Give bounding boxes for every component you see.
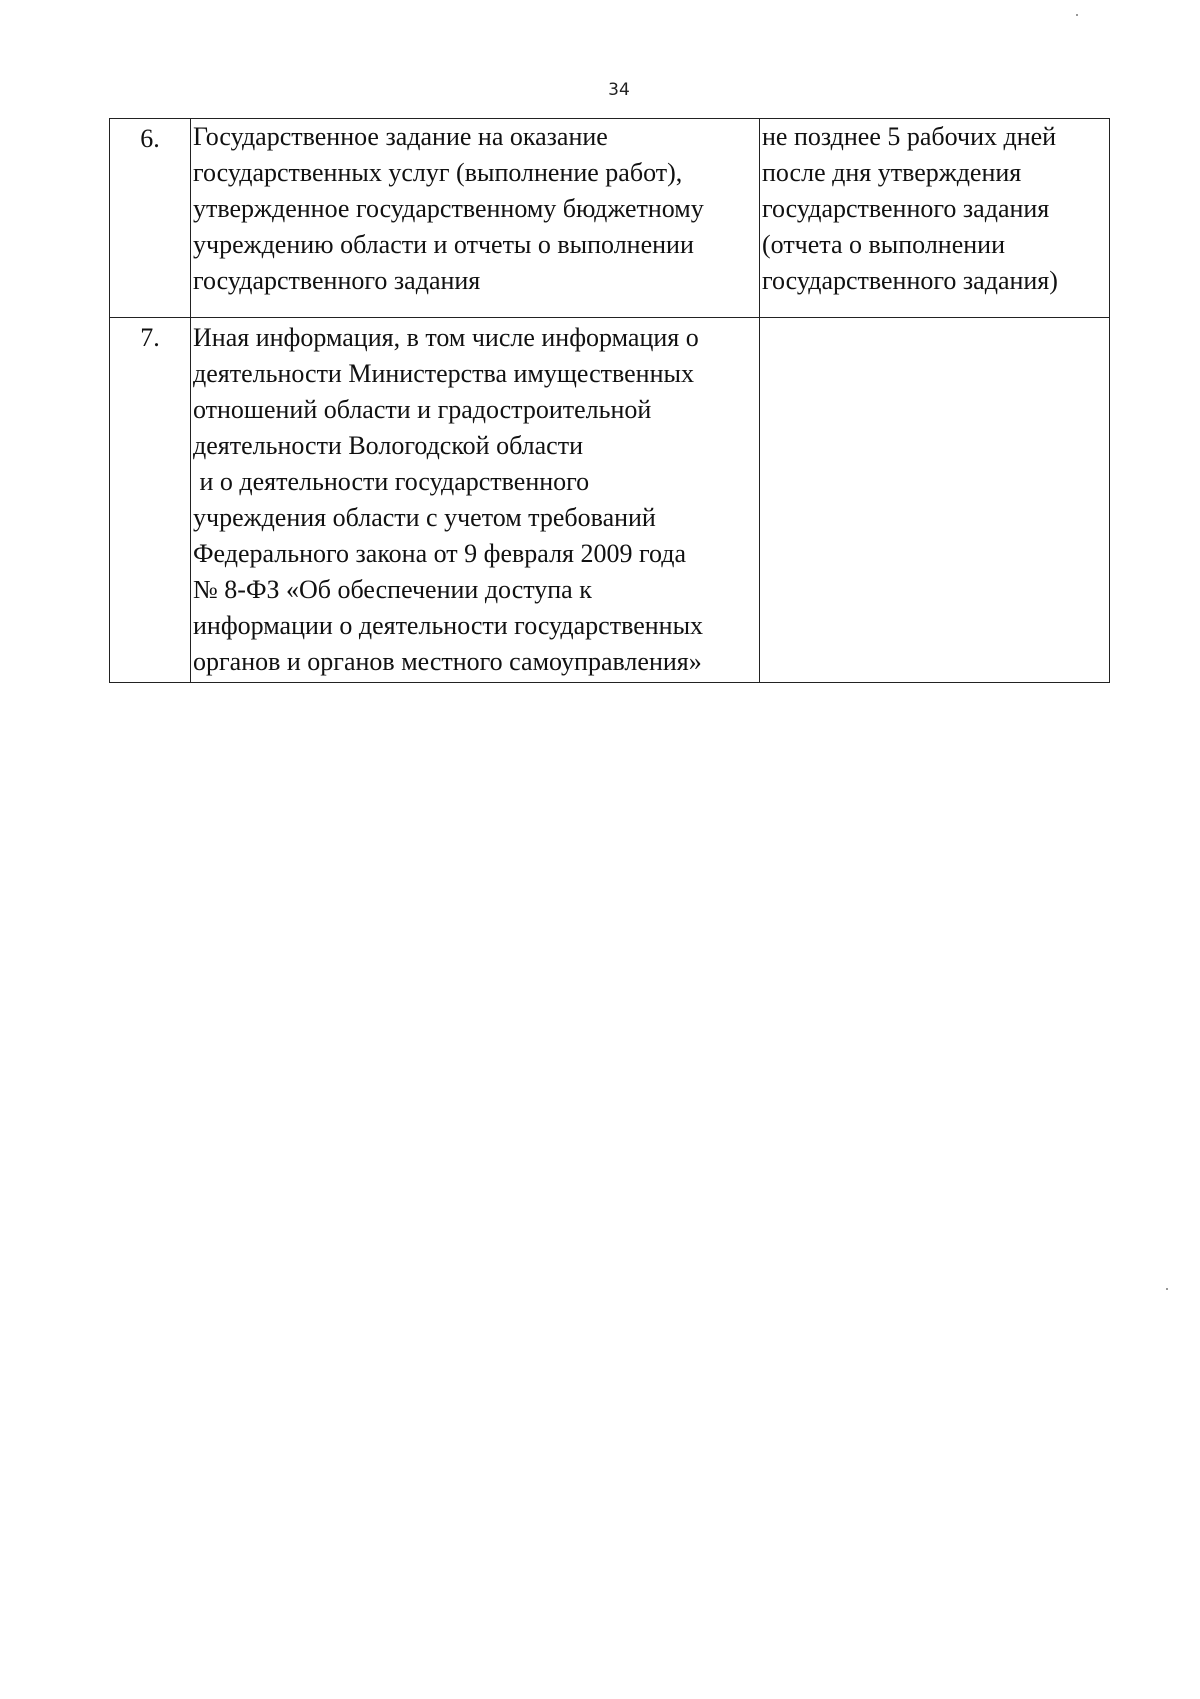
description-line: № 8-ФЗ «Об обеспечении доступа к [193, 575, 592, 604]
row-number: 7. [140, 323, 160, 352]
page-number: 34 [608, 80, 630, 100]
scan-speck [1076, 14, 1078, 16]
description-line: Государственное задание на оказание [193, 122, 608, 151]
deadline-line: (отчета о выполнении [762, 230, 1006, 259]
row-number: 6. [140, 124, 160, 153]
deadline-line: государственного задания [762, 194, 1050, 223]
deadline-cell [760, 119, 1110, 318]
description-line: государственного задания [193, 266, 481, 295]
deadline-line: не позднее 5 рабочих дней [762, 122, 1057, 151]
row-number-cell [110, 119, 191, 318]
description-cell [191, 119, 760, 318]
table-row [110, 318, 1110, 683]
deadline-cell-empty [760, 318, 1110, 683]
description-line: информации о деятельности государственных [193, 611, 704, 640]
description-line: учреждению области и отчеты о выполнении [193, 230, 694, 259]
description-line: Федерального закона от 9 февраля 2009 года [193, 539, 687, 568]
description-cell [191, 318, 760, 683]
description-line: и о деятельности государственного [193, 467, 590, 496]
description-line: Иная информация, в том числе информация о [193, 323, 699, 352]
deadline-line: после дня утверждения [762, 158, 1022, 187]
description-line: деятельности Министерства имущественных [193, 359, 694, 388]
deadline-line: государственного задания) [762, 266, 1058, 295]
scan-speck [1166, 1288, 1168, 1290]
description-line: деятельности Вологодской области [193, 431, 583, 460]
description-line: государственных услуг (выполнение работ), [193, 158, 683, 187]
description-line: отношений области и градостроительной [193, 395, 652, 424]
description-line: органов и органов местного самоуправления» [193, 647, 702, 676]
description-line: утвержденное государственному бюджетному [193, 194, 704, 223]
document-table [109, 118, 1110, 683]
row-number-cell [110, 318, 191, 683]
table-row [110, 119, 1110, 318]
description-line: учреждения области с учетом требований [193, 503, 656, 532]
